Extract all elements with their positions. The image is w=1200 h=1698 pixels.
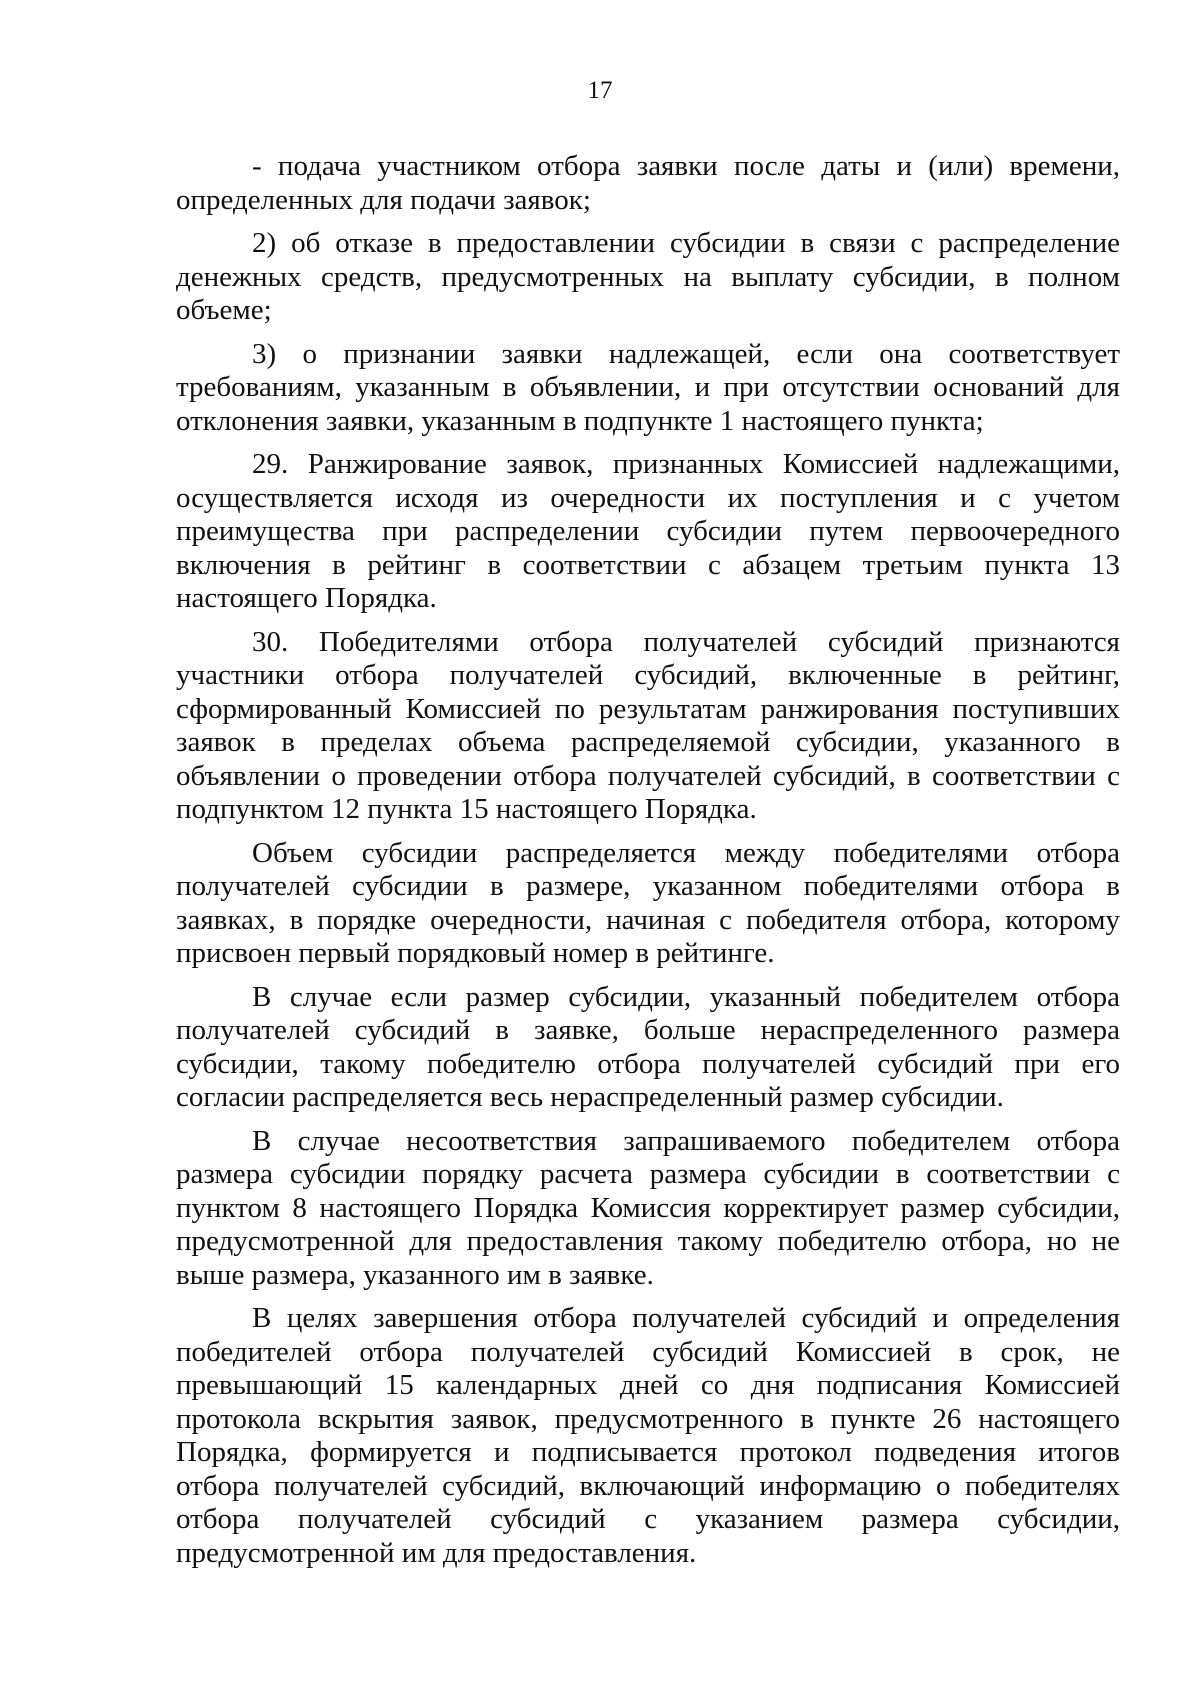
paragraph-late-submission: - подача участником отбора заявки после даты и (или) времени, определенных для подачи заявок; [176, 150, 1120, 216]
paragraph-subsidy-exceeds-remaining: В случае если размер субсидии, указанный победителем отбора получателей субсидий в заявке, больше нераспределенного размера субсидии, такому победителю отбора получателей субсидий при его согласии распределяется весь нераспределенный размер субсидии. [176, 980, 1120, 1113]
page-number: 17 [587, 77, 613, 104]
paragraph-refusal-funds-distributed: 2) об отказе в предоставлении субсидии в связи с распределение денежных средств, предусмотренных на выплату субсидии, в полном объеме; [176, 227, 1120, 326]
paragraph-subsidy-mismatch: В случае несоответствия запрашиваемого победителем отбора размера субсидии порядку расчета размера субсидии в соответствии с пунктом 8 настоящего Порядка Комиссия корректирует размер субсидии, предусмотренной для предоставления такому победителю отбора, но не выше размера, указанного им в заявке. [176, 1124, 1120, 1291]
paragraph-item-30-winners: 30. Победителями отбора получателей субсидий признаются участники отбора получателей субсидий, включенные в рейтинг, сформированный Комиссией по результатам ранжирования поступивших заявок в пределах объема распределяемой субсидии, указанного в объявлении о проведении отбора получателей субсидий, в соответствии с подпунктом 12 пункта 15 настоящего Порядка. [176, 625, 1120, 825]
paragraph-item-29-ranking: 29. Ранжирование заявок, признанных Комиссией надлежащими, осуществляется исходя из очередности их поступления и с учетом преимущества при распределении субсидии путем первоочередного включения в рейтинг в соответствии с абзацем третьим пункта 13 настоящего Порядка. [176, 448, 1120, 614]
document-body [176, 150, 1120, 1580]
paragraph-subsidy-distribution: Объем субсидии распределяется между победителями отбора получателей субсидии в размере, указанном победителями отбора в заявках, в порядке очередности, начиная с победителя отбора, которому присвоен первый порядковый номер в рейтинге. [176, 836, 1120, 969]
paragraph-results-protocol: В целях завершения отбора получателей субсидий и определения победителей отбора получателей субсидий Комиссией в срок, не превышающий 15 календарных дней со дня подписания Комиссией протокола вскрытия заявок, предусмотренного в пункте 26 настоящего Порядка, формируется и подписывается протокол подведения итогов отбора получателей субсидий, включающий информацию о победителях отбора получателей субсидий с указанием размера субсидии, предусмотренной им для предоставления. [176, 1302, 1120, 1569]
paragraph-application-proper: 3) о признании заявки надлежащей, если она соответствует требованиям, указанным в объявлении, и при отсутствии оснований для отклонения заявки, указанным в подпункте 1 настоящего пункта; [176, 337, 1120, 437]
